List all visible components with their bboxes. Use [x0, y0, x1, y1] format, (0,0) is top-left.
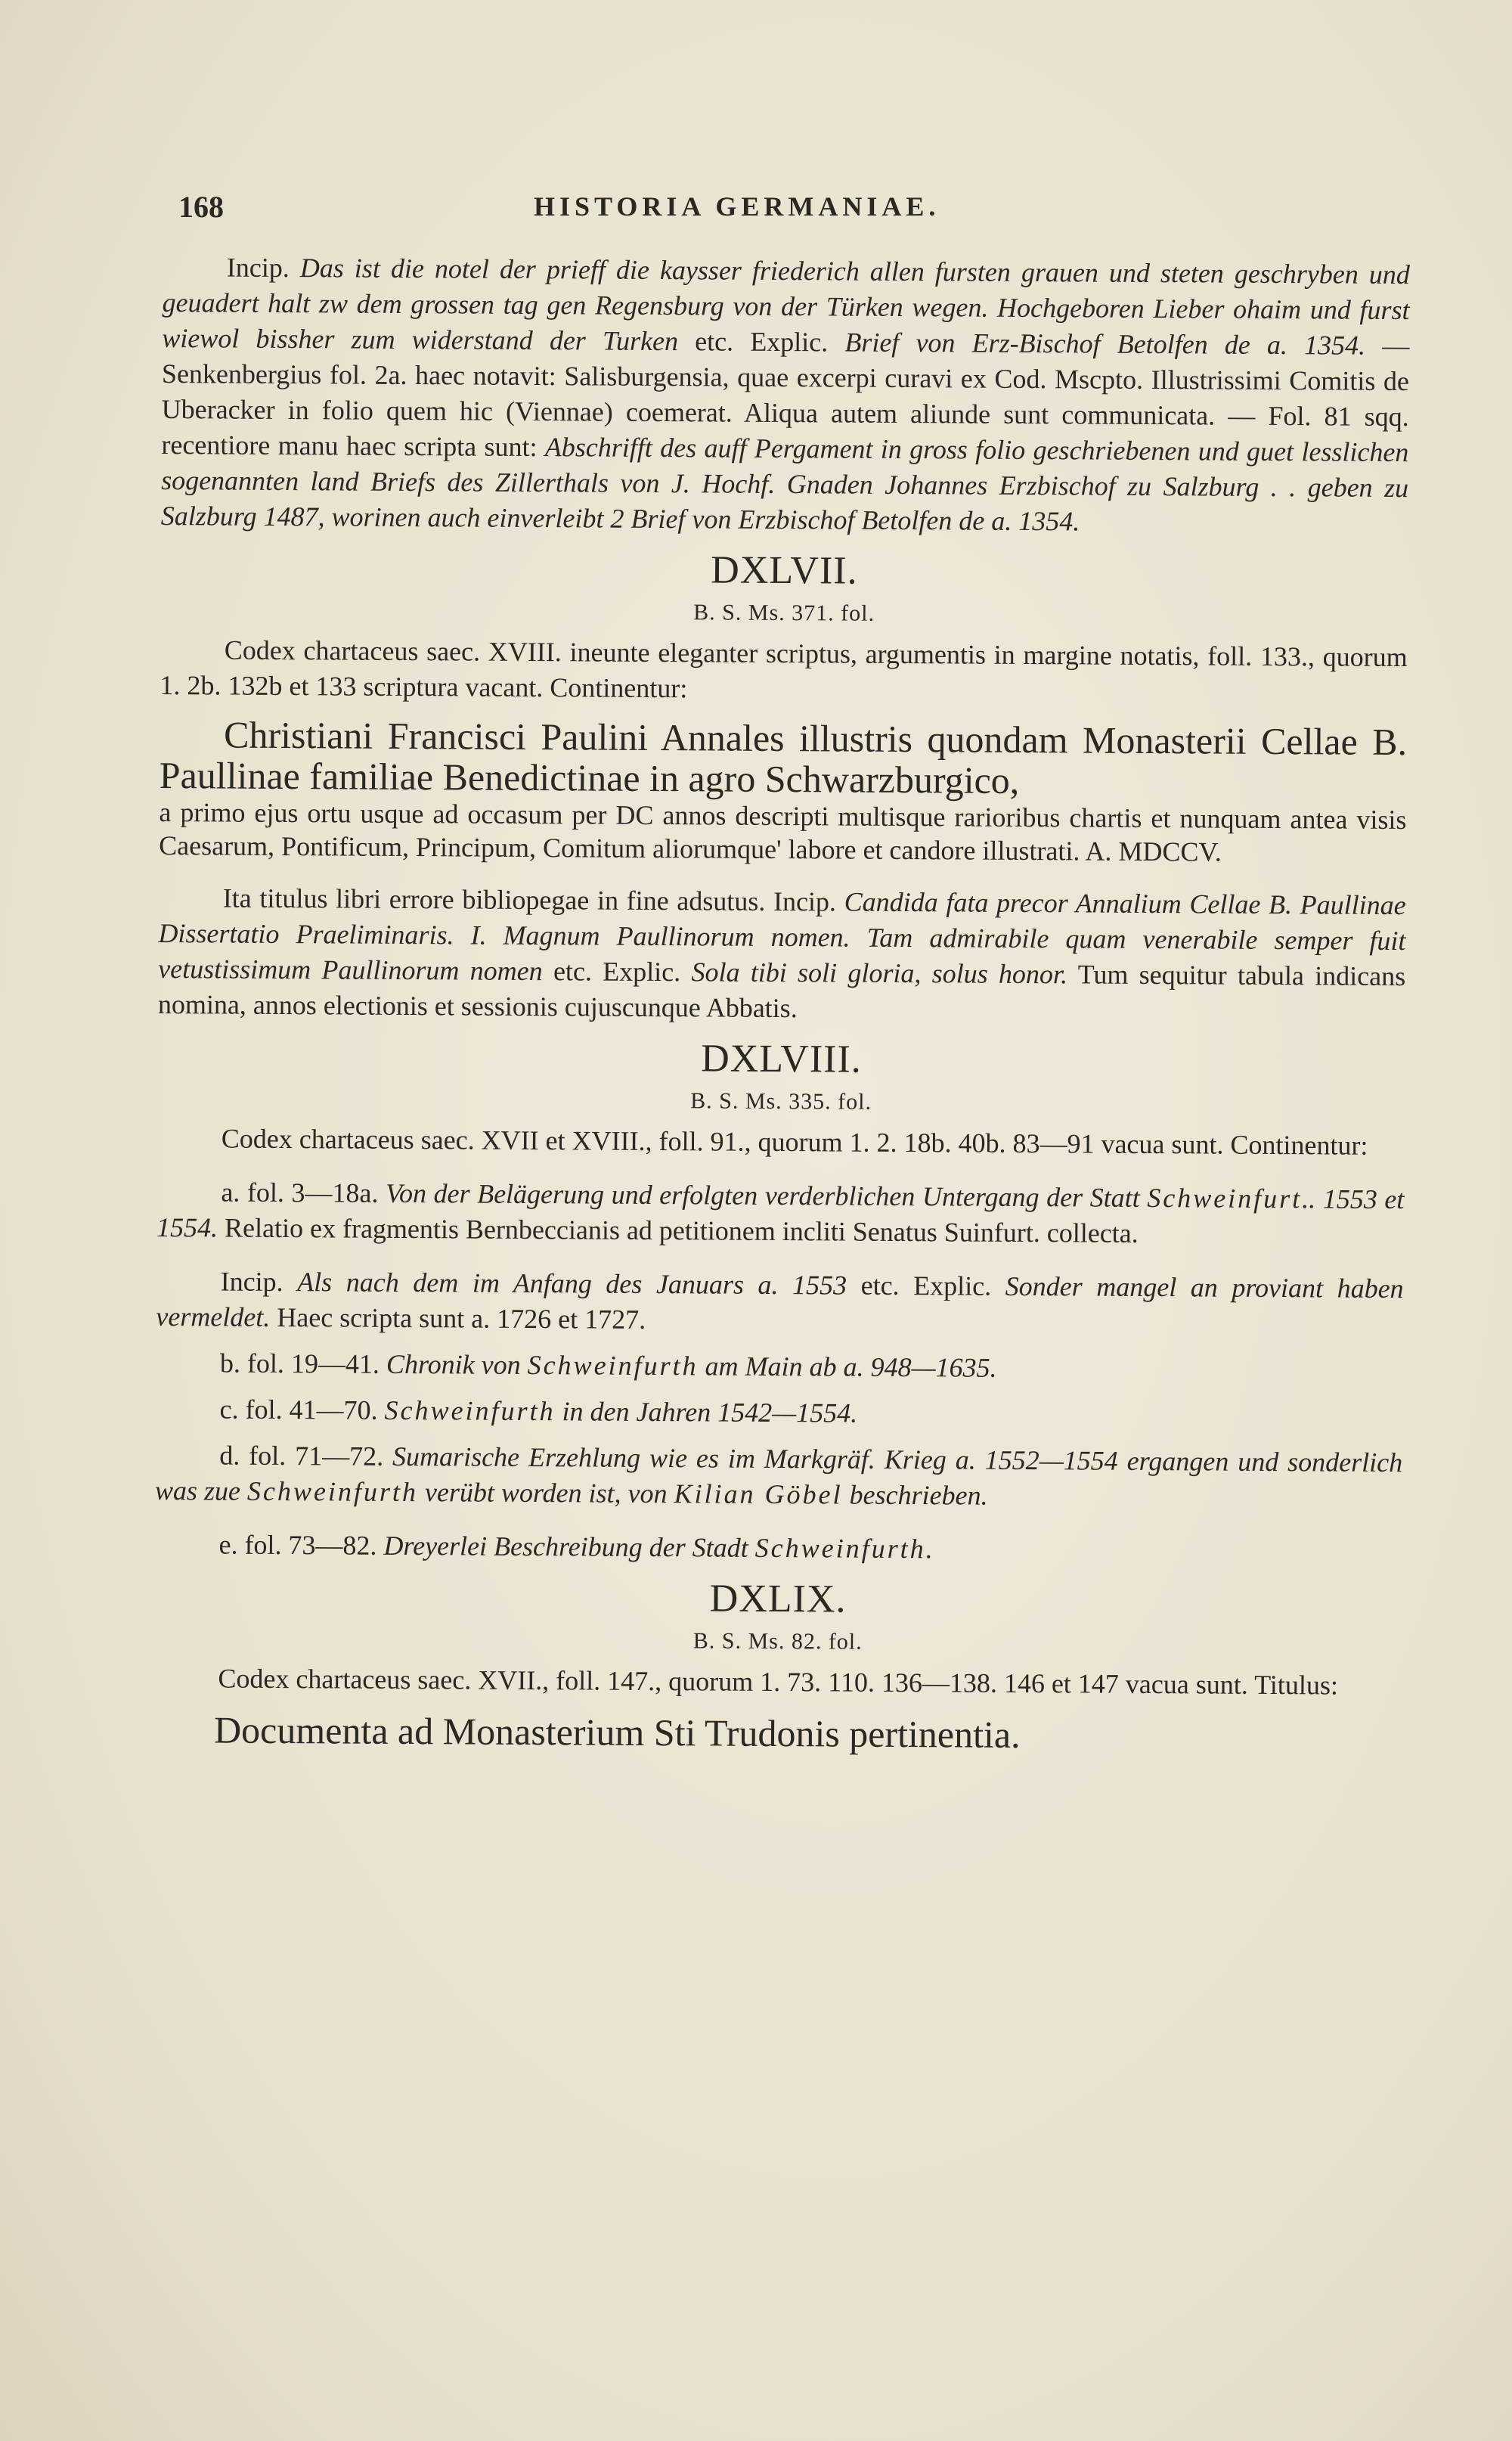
item-title: .. 1553 et 1554. [156, 1183, 1405, 1243]
item-text: Relatio ex fragmentis Bernbeccianis ad petitionem incliti Senatus Suinfurt. collecta. [217, 1212, 1139, 1248]
description-548: Codex chartaceus saec. XVII et XVIII., foll. 91., quorum 1. 2. 18b. 40b. 83—91 vacua sunt. Continentur: [221, 1123, 1368, 1161]
item-title: Von der Belägerung und erfolgten verderblichen Untergang der Statt [385, 1177, 1148, 1213]
item-label: e. fol. 73—82. [218, 1529, 384, 1561]
intro-paragraph [161, 250, 1410, 541]
intro-note: — Senkenbergius fol. 2a. haec notavit: Salisburgensia, quae excerpi curavi ex Cod. Mscpto. Illustrissimi Comitis de Uberacker in folio quem hic (Viennae) coemerat. Aliqua autem aliunde sunt communicata. — Fol. 81 sqq. recentiore manu haec scripta sunt: [161, 330, 1410, 463]
item-title: verübt worden ist, von [417, 1477, 674, 1509]
page-header [178, 189, 1048, 234]
item-b [156, 1345, 1403, 1388]
note-text: Ita titulus libri errore bibliopegae in fine adsutus. Incip. [222, 882, 844, 917]
manuscript-heading-548: DXLVIII. [700, 1037, 862, 1081]
explicit-label: etc. Explic. [846, 1270, 1005, 1301]
description-547: Codex chartaceus saec. XVIII. ineunte eleganter scriptus, argumentis in margine notatis, foll. 133., quorum 1. 2b. 132b et 133 scriptura vacant. Continentur: [160, 634, 1408, 704]
explicit-text: Sola tibi soli gloria, solus honor. [691, 957, 1068, 990]
incipit-label: Incip. [226, 252, 300, 284]
item-label: d. fol. 71—72. [219, 1440, 393, 1472]
item-title: beschrieben. [842, 1479, 988, 1511]
work-subtitle-547: a primo ejus ortu usque ad occasum per DC annos descripti multisque rarioribus chartis et nunquam antea visis Caesarum, Pontificum, Principum, Comitum aliorumque' labore et candore illustrati. A. MDCCV. [159, 796, 1407, 867]
item-title: Chronik von [386, 1348, 528, 1380]
shelfmark-547: B. S. Ms. 371. fol. [693, 600, 875, 626]
note-547 [158, 880, 1406, 1030]
item-title: . [925, 1534, 933, 1565]
item-a [156, 1174, 1405, 1253]
intro-quote: Abschrifft des auff Pergament in gross folio geschriebenen und guet lesslichen sogenannten land Briefs des Zillerthals von J. Hochf. Gnaden Johannes Erzbischof zu Salzburg . . geben zu Salzburg 1487, worinen auch einverleibt 2 Brief von Erzbischof Betolfen de a. 1354. [160, 432, 1409, 537]
page-number: 168 [178, 190, 224, 224]
item-label: c. fol. 41—70. [219, 1394, 385, 1425]
item-title-spaced: Schweinfurt [1147, 1182, 1303, 1214]
item-label: a. fol. 3—18a. [221, 1177, 386, 1208]
explicit-text: Sonder mangel an proviant haben vermeldet. [156, 1270, 1404, 1332]
main-text [153, 250, 1410, 1760]
item-title: am Main ab a. 948—1635. [698, 1351, 997, 1383]
shelfmark-548: B. S. Ms. 335. fol. [690, 1088, 872, 1115]
incipit-label: Incip. [220, 1266, 298, 1298]
item-title-spaced: Schweinfurth [527, 1349, 699, 1382]
manuscript-heading-547: DXLVII. [711, 548, 858, 593]
item-title: Sumarische Erzehlung wie es im Markgräf. Krieg a. 1552—1554 ergangen und sonderlich was zue [154, 1441, 1403, 1506]
author-name: Kilian Göbel [674, 1478, 843, 1510]
item-title-spaced: Schweinfurth [384, 1394, 556, 1427]
item-title-spaced: Schweinfurth [246, 1475, 419, 1508]
incipit-text: Das ist die notel der prieff die kaysser friederich allen fursten grauen und steten geschryben und geuadert halt zw dem grossen tag gen Regensburg von der Türken wegen. Hochgeboren Lieber ohaim und furst wiewol bissher zum widerstand der Turken [162, 253, 1410, 357]
shelfmark-549: B. S. Ms. 82. fol. [692, 1628, 863, 1655]
manuscript-heading-549: DXLIX. [709, 1577, 847, 1621]
work-title-547: Christiani Francisci Paulini Annales illustris quondam Monasterii Cellae B. Paullinae familiae Benedictinae in agro Schwarzburgico, [159, 713, 1408, 802]
work-title-549: Documenta ad Monasterium Sti Trudonis pertinentia. [213, 1708, 1021, 1756]
item-c [155, 1391, 1402, 1435]
note-text: Haec scripta sunt a. 1726 et 1727. [270, 1301, 646, 1335]
description-549: Codex chartaceus saec. XVII., foll. 147., quorum 1. 73. 110. 136—138. 146 et 147 vacua sunt. Titulus: [218, 1663, 1339, 1701]
running-title: HISTORIA GERMANIAE. [534, 191, 940, 222]
explicit-label: etc. Explic. [542, 956, 692, 988]
item-e [154, 1527, 1402, 1570]
incipit-text: Candida fata precor Annalium Cellae B. Paullinae Dissertatio Praeliminaris. I. Magnum Paullinorum nomen. Tam admirabile quam venerabile semper fuit vetustissimum Paullinorum nomen [158, 886, 1406, 987]
note-text: Tum sequitur tabula indicans nomina, annos electionis et sessionis cujuscunque Abbatis. [157, 959, 1406, 1024]
item-a-incipit [156, 1264, 1404, 1342]
item-d [155, 1438, 1403, 1516]
incipit-text: Als nach dem im Anfang des Januars a. 1553 [297, 1267, 847, 1301]
explicit-label: etc. Explic. [677, 326, 845, 358]
item-title: in den Jahren 1542—1554. [555, 1396, 858, 1428]
item-title-spaced: Schweinfurth [754, 1532, 926, 1565]
explicit-text: Brief von Erz-Bischof Betolfen de a. 1354. [844, 327, 1366, 361]
item-label: b. fol. 19—41. [219, 1348, 387, 1379]
item-title: Dreyerlei Beschreibung der Stadt [383, 1530, 755, 1563]
